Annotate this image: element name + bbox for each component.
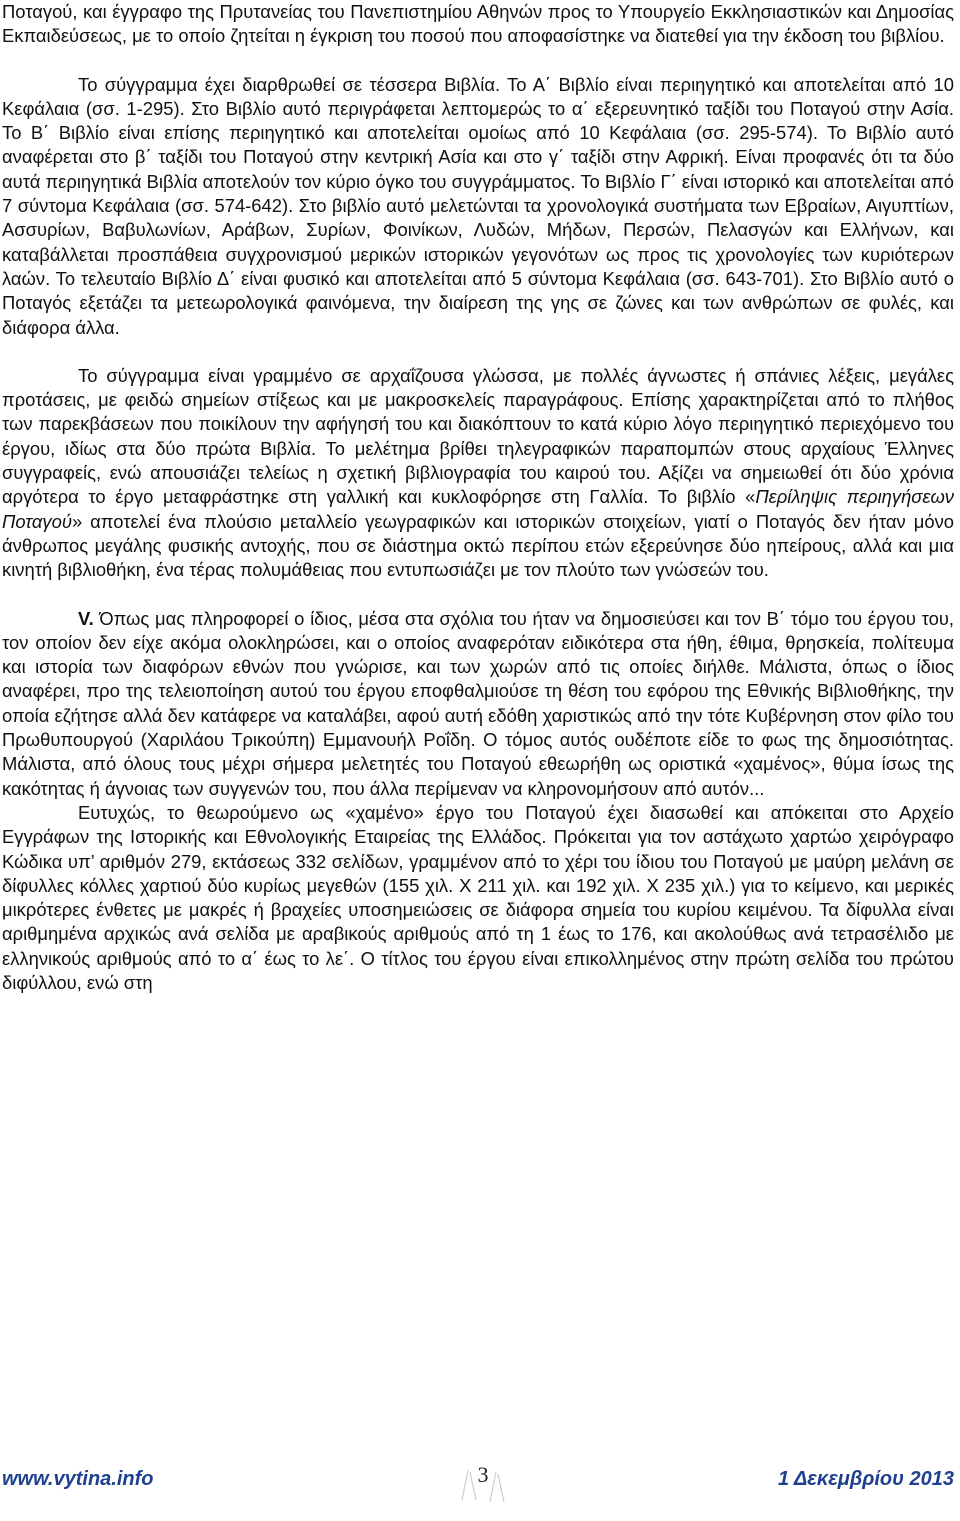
page-footer <box>0 1460 960 1500</box>
paragraph-continuation: Ποταγού, και έγγραφο της Πρυτανείας του Πανεπιστημίου Αθηνών προς το Υπουργείο Εκκλησιαστικών και Δημοσίας Εκπαιδεύσεως, με το οποίο ζητείται η έγκριση του ποσού που αποφασίστηκε να διατεθεί για την έκδοση του βιβλίου. <box>2 1 954 47</box>
page-number: 3 <box>477 1462 489 1487</box>
section-marker: V. <box>78 607 94 629</box>
paragraph-section-v <box>2 607 954 801</box>
book-title-italic: Περίληψις περιηγήσεων Ποταγού <box>2 486 954 532</box>
paragraph-book-structure: Το σύγγραμμα έχει διαρθρωθεί σε τέσσερα Βιβλία. Το Α΄ Βιβλίο είναι περιηγητικό και αποτελείται από 10 Κεφάλαια (σσ. 1-295). Στο Βιβλίο αυτό περιγράφεται λεπτομερώς το α΄ εξερευνητικό ταξίδι του Ποταγού στην Ασία. Το Β΄ Βιβλίο είναι επίσης περιηγητικό και αποτελείται ομοίως από 10 Κεφάλαια (σσ. 295-574). Το Βιβλίο αυτό αναφέρεται στο β΄ ταξίδι του Ποταγού στην κεντρική Ασία και στο γ΄ ταξίδι στην Αφρική. Είναι προφανές ότι τα δύο αυτά περιηγητικά Βιβλία αποτελούν τον κύριο όγκο του συγγράμματος. Το Βιβλίο Γ΄ είναι ιστορικό και αποτελείται από 7 σύντομα Κεφάλαια (σσ. 574-642). Στο βιβλίο αυτό μελετώνται τα χρονολογικά συστήματα των Εβραίων, Αιγυπτίων, Ασσυρίων, Βαβυλωνίων, Αράβων, Συρίων, Φοινίκων, Λυδών, Μήδων, Περσών, Πελασγών και Ελλήνων, και καταβάλλεται προσπάθεια συγχρονισμού μερικών ιστορικών γεγονότων ως προς τις χρονολογίες των κυριότερων λαών. Το τελευταίο Βιβλίο Δ΄ είναι φυσικό και αποτελείται από 5 σύντομα Κεφάλαια (σσ. 643-701). Στο Βιβλίο αυτό ο Ποταγός εξετάζει τα μετεωρολογικά φαινόμενα, την διαίρεση της γης σε ζώνες και των ανθρώπων σε φυλές, και διάφορα άλλα. <box>2 73 954 338</box>
footer-date: 1 Δεκεμβρίου 2013 <box>777 1468 954 1490</box>
paragraph-language-text-a: Το σύγγραμμα είναι γραμμένο σε αρχαΐζουσα γλώσσα, με πολλές άγνωστες ή σπάνιες λέξεις, μεγάλες προτάσεις, με φειδώ σημείων στίξεως και με μακροσκελείς παραγράφους. Επίσης χαρακτηρίζεται από το πλήθος των παρεκβάσεων που ποικίλουν την αφήγησή του και διακόπτουν το κατά κύριο λόγο περιηγητικό περιεχόμενο του έργου, ιδίως στα δύο πρώτα Βιβλία. Το μελέτημα βρίθει τηλεγραφικών παραπομπών στους αρχαίους Έλληνες συγγραφείς, ενώ απουσιάζει τελείως η σχετική βιβλιογραφία του καιρού του. Αξίζει να σημειωθεί ότι δύο χρόνια αργότερα το έργο μεταφράστηκε στη γαλλική και κυκλοφόρησε στη Γαλλία. Το βιβλίο « <box>2 364 954 508</box>
paragraph-manuscript: Ευτυχώς, το θεωρούμενο ως «χαμένο» έργο του Ποταγού έχει διασωθεί και απόκειται στο Αρχείο Εγγράφων της Ιστορικής και Εθνολογικής Εταιρείας της Ελλάδος. Πρόκειται για τον αστάχωτο χαρτώο χειρόγραφο Κώδικα υπ’ αριθμόν 279, εκτάσεως 332 σελίδων, γραμμένον από το χέρι του ίδιου του Ποταγού με μαύρη μελάνη σε δίφυλλες κόλλες χαρτιού δύο κυρίως μεγεθών (155 χιλ. Χ 211 χιλ. και 192 χιλ. Χ 235 χιλ.) για το κείμενο, και μερικές μικρότερες ένθετες με μακρές ή βραχείες υποσημειώσεις σε διάφορα σημεία του κυρίου κειμένου. Τα δίφυλλα είναι αριθμημένα αρχικώς ανά σελίδα με αραβικούς αριθμούς από τη 1 έως το 176, και ακολούθως ανά τετρασέλιδο με ελληνικούς αριθμούς από το α΄ έως το λε΄. Ο τίτλος του έργου είναι επικολλημένος στην πρώτη σελίδα του πρώτου διφύλλου, ενώ στη <box>2 801 954 993</box>
paragraph-language-style <box>2 364 954 583</box>
document-body <box>2 0 954 995</box>
paragraph-language-text-b: » αποτελεί ένα πλούσιο μεταλλείο γεωγραφικών και ιστορικών στοιχείων, γιατί ο Ποταγός δεν ήταν μόνο άνθρωπος μεγάλης φυσικής αντοχής, που σε διάστημα οκτώ περίπου ετών εξερεύνησε δύο ηπείρους, αλλά και μια κινητή βιβλιοθήκη, ένα τέρας πολυμάθειας που εντυπωσιάζει με τον πλούτο των γνώσεών του. <box>2 510 954 581</box>
paragraph-section-v-text: Όπως μας πληροφορεί ο ίδιος, μέσα στα σχόλια του ήταν να δημοσιεύσει και τον Β΄ τόμο του έργου του, τον οποίον δεν είχε ακόμα ολοκληρώσει, και ο οποίος αναφερόταν ειδικότερα στα ήθη, έθιμα, θρησκεία, πολίτευμα και ιστορία των διαφόρων εθνών που γνώρισε, και των χωρών από τις οποίες διήλθε. Μάλιστα, όπως ο ίδιος αναφέρει, προ της τελειοποίηση αυτού του έργου εποφθαλμιούσε τη θέση του εφόρου της Εθνικής Βιβλιοθήκης, την οποία εζήτησε αλλά δεν κατάφερε να καταλάβει, αφού αυτή εδόθη χαριστικώς από την τότε Κυβέρνηση στον φίλο του Πρωθυπουργού (Χαριλάου Τρικούπη) Εμμανουήλ Ροΐδη. Ο τόμος αυτός ουδέποτε είδε το φως της δημοσιότητας. Μάλιστα, από όλους τους μέχρι σήμερα μελετητές του Ποταγού εθεωρήθη ως οριστικά «χαμένος», θύμα ίσως της κακότητας ή άγνοιας των συγγενών του, που άλλα περίμεναν να κληρονομήσουν από αυτόν... <box>2 607 954 799</box>
website-link[interactable]: www.vytina.info <box>2 1468 154 1490</box>
